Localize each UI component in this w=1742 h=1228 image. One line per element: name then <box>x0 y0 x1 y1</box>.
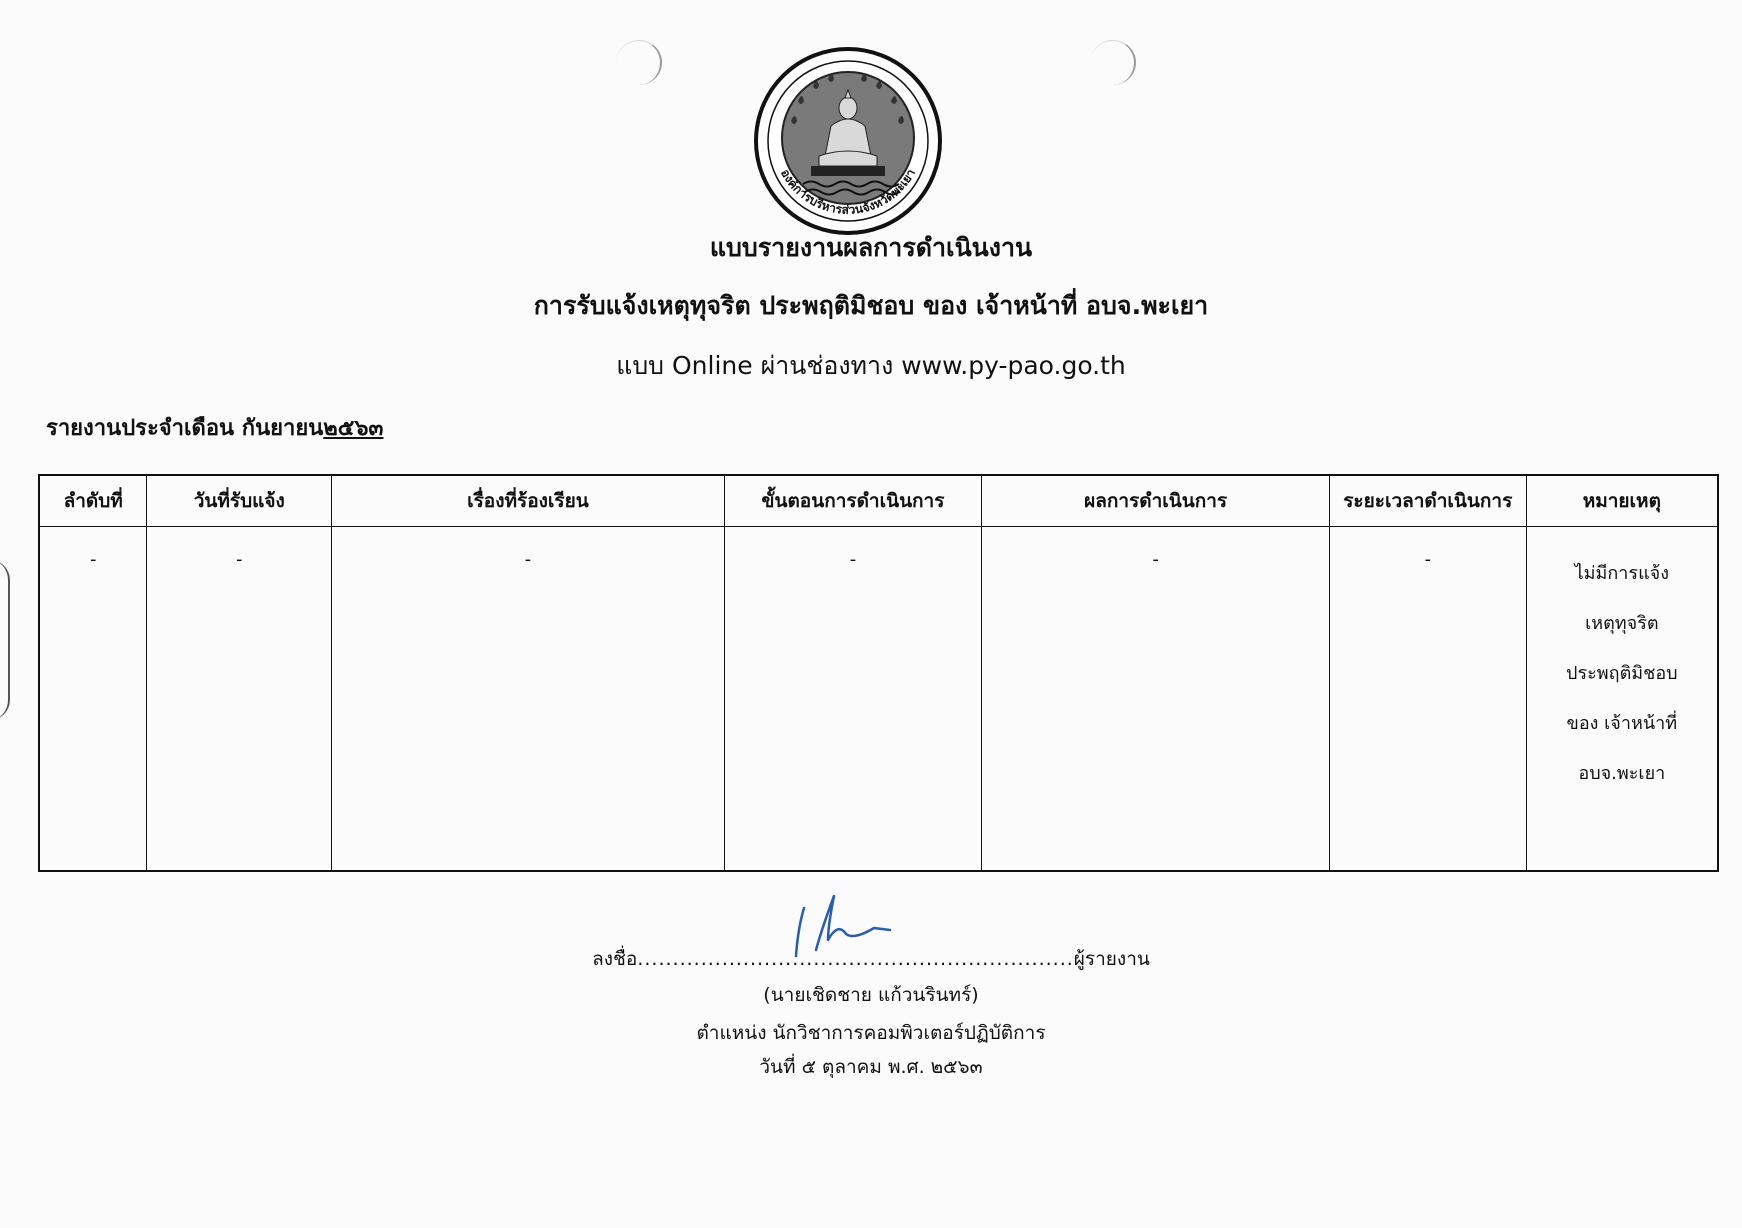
seal-text: องค์การบริหารส่วนจังหวัดพะเยา <box>778 166 918 217</box>
cell-complaint-subject: - <box>332 527 724 872</box>
col-header-remarks: หมายเหตุ <box>1526 475 1718 527</box>
signature-line <box>0 944 1742 974</box>
report-month <box>46 410 383 445</box>
col-header-order: ลำดับที่ <box>39 475 147 527</box>
col-header-duration: ระยะเวลาดำเนินการ <box>1329 475 1526 527</box>
report-date: วันที่ ๕ ตุลาคม พ.ศ. ๒๕๖๓ <box>759 1056 983 1078</box>
signer-name: (นายเชิดชาย แก้วนรินทร์) <box>763 984 979 1006</box>
remark-line: เหตุทุจริต <box>1585 613 1659 634</box>
cell-order: - <box>39 527 147 872</box>
remark-line: ของ เจ้าหน้าที่ <box>1566 713 1678 734</box>
table-row <box>39 527 1718 872</box>
cell-remarks <box>1526 527 1718 872</box>
cell-result: - <box>982 527 1330 872</box>
sign-prefix: ลงชื่อ <box>592 948 638 970</box>
report-month-year: ๒๕๖๓ <box>323 416 384 441</box>
col-header-complaint-subject: เรื่องที่ร้องเรียน <box>332 475 724 527</box>
remark-line: อบจ.พะเยา <box>1578 763 1666 784</box>
sign-dots: .............................................................. <box>637 948 1074 970</box>
cell-date-received: - <box>147 527 332 872</box>
cell-procedure: - <box>724 527 982 872</box>
page-edge-shadow <box>0 560 10 720</box>
organization-seal-logo <box>753 46 943 236</box>
table-header-row <box>39 475 1718 527</box>
remark-line: ประพฤติมิชอบ <box>1566 663 1678 684</box>
signer-position: ตำแหน่ง นักวิชาการคอมพิวเตอร์ปฏิบัติการ <box>696 1022 1046 1044</box>
col-header-date-received: วันที่รับแจ้ง <box>147 475 332 527</box>
report-title: แบบรายงานผลการดำเนินงาน <box>709 233 1033 262</box>
punch-hole <box>1090 40 1136 85</box>
report-subtitle: การรับแจ้งเหตุทุจริต ประพฤติมิชอบ ของ เจ้าหน้าที่ อบจ.พะเยา <box>533 291 1209 320</box>
col-header-procedure: ขั้นตอนการดำเนินการ <box>724 475 982 527</box>
report-channel: แบบ Online ผ่านช่องทาง www.py-pao.go.th <box>616 351 1126 380</box>
report-table <box>38 474 1719 872</box>
report-month-label: รายงานประจำเดือน กันยายน <box>46 416 324 441</box>
col-header-result: ผลการดำเนินการ <box>982 475 1330 527</box>
sign-suffix: ผู้รายงาน <box>1073 948 1150 970</box>
cell-duration: - <box>1329 527 1526 872</box>
punch-hole <box>616 40 662 85</box>
remark-line: ไม่มีการแจ้ง <box>1574 563 1670 584</box>
